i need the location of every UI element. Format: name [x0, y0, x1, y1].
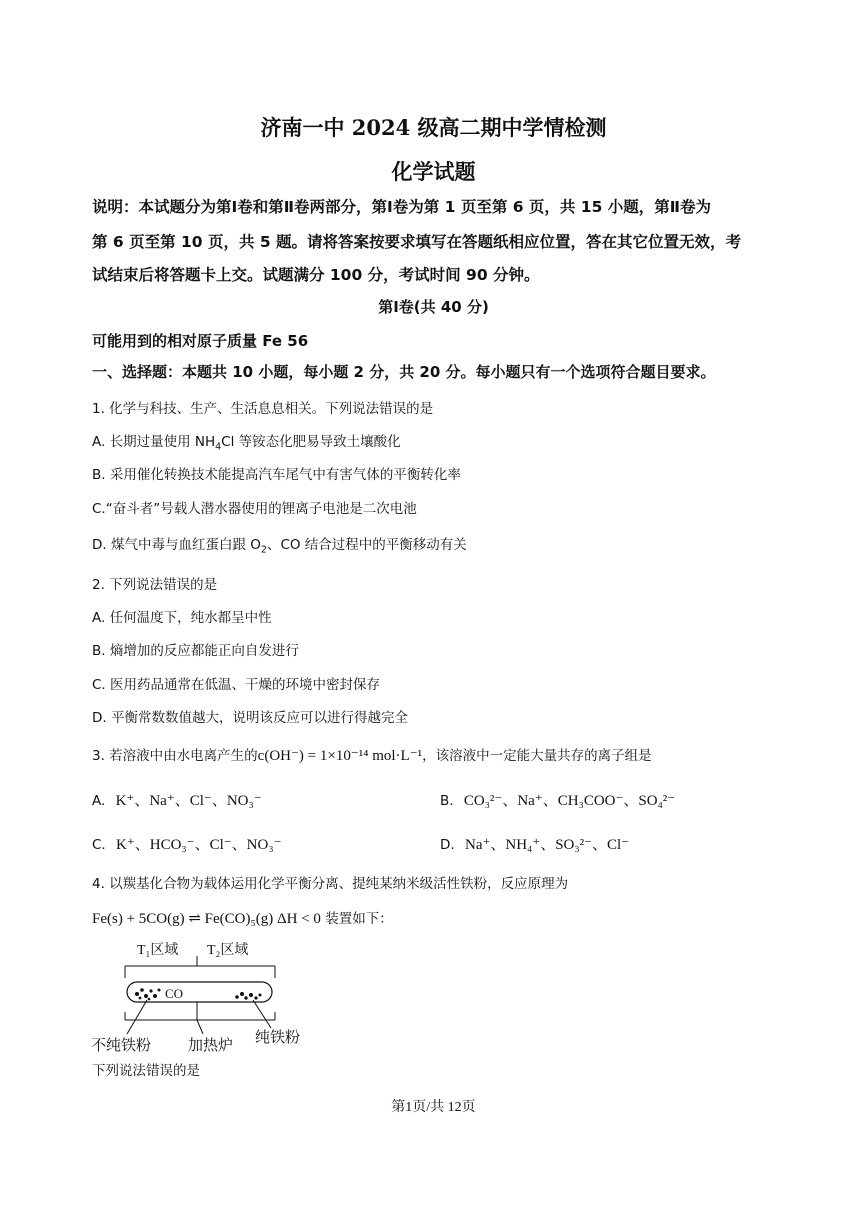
diagram-pointer-left	[127, 1000, 147, 1034]
q3-b-ions: CO₃²⁻、Na⁺、CH₃COO⁻、SO₄²⁻	[463, 793, 676, 809]
q1-stem: 1. 化学与科技、生产、生活息息相关。下列说法错误的是	[92, 401, 434, 417]
q3-d-ions: Na⁺、NH₄⁺、SO₃²⁻、Cl⁻	[464, 837, 630, 853]
q3-c-label: C.	[92, 837, 106, 853]
q4-reaction-line	[92, 907, 393, 928]
diagram-pointer-right	[253, 1000, 271, 1028]
part1-heading: 第Ⅰ卷(共 40 分)	[378, 298, 489, 316]
q1-option-a	[92, 430, 401, 453]
q2-stem: 2. 下列说法错误的是	[92, 577, 218, 593]
q1-d-pre: D. 煤气中毒与血红蛋白跟 O	[92, 537, 261, 553]
q3-b-label: B.	[440, 793, 454, 809]
q1-a-pre: A. 长期过量使用 NH	[92, 434, 216, 450]
diagram-impure-iron-label: 不纯铁粉	[91, 1036, 152, 1054]
diagram-region-1-label: T₁区域	[137, 943, 179, 958]
page-subtitle: 化学试题	[391, 159, 476, 184]
q4-followup: 下列说法错误的是	[92, 1063, 200, 1079]
q4-stem: 4. 以羰基化合物为载体运用化学平衡分离、提纯某纳米级活性铁粉，反应原理为	[92, 876, 569, 892]
instructions-line-3: 试结束后将答题卡上交。试题满分 100 分，考试时间 90 分钟。	[92, 266, 540, 284]
q1-option-c: C.“奋斗者”号载人潜水器使用的锂离子电池是二次电池	[92, 501, 417, 517]
q3-stem	[92, 744, 652, 765]
q1-a-sub: 4	[215, 441, 222, 453]
q4-apparatus-diagram	[85, 938, 315, 1058]
q3-a-label: A.	[92, 793, 106, 809]
atomic-mass-line: 可能用到的相对原子质量 Fe 56	[92, 332, 309, 350]
page-title: 济南一中 2024 级高二期中学情检测	[260, 115, 607, 140]
q3-c-ions: K⁺、HCO₃⁻、Cl⁻、NO₃⁻	[116, 837, 282, 853]
diagram-furnace-label: 加热炉	[188, 1036, 234, 1054]
section1-heading: 一、选择题：本题共 10 小题，每小题 2 分，共 20 分。每小题只有一个选项符合题目要求。	[92, 363, 716, 381]
q4-reaction: Fe(s) + 5CO(g) ⇌ Fe(CO)₅(g) ΔH < 0	[92, 911, 321, 927]
q3-option-d	[440, 833, 629, 854]
page-footer: 第1页/共 12页	[391, 1100, 476, 1115]
diagram-pure-iron-dots	[235, 992, 261, 1000]
q2-option-b: B. 熵增加的反应都能正向自发进行	[92, 643, 299, 659]
q3-option-a	[92, 789, 262, 810]
diagram-pure-iron-label: 纯铁粉	[255, 1028, 301, 1046]
diagram-impure-iron-dots	[135, 988, 161, 1000]
instructions-line-2: 第 6 页至第 10 页，共 5 题。请将答案按要求填写在答题纸相应位置，答在其它位置无效，考	[92, 233, 742, 251]
q1-a-post: Cl 等铵态化肥易导致土壤酸化	[221, 434, 401, 450]
q1-option-d	[92, 533, 467, 556]
q3-stem-post: ，该溶液中一定能大量共存的离子组是	[422, 748, 652, 764]
q3-a-ions: K⁺、Na⁺、Cl⁻、NO₃⁻	[115, 793, 262, 809]
q3-stem-pre: 3. 若溶液中由水电离产生的	[92, 748, 258, 764]
q3-d-label: D.	[440, 837, 455, 853]
q1-option-b: B. 采用催化转换技术能提高汽车尾气中有害气体的平衡转化率	[92, 467, 461, 483]
q2-option-c: C. 医用药品通常在低温、干燥的环境中密封保存	[92, 677, 381, 693]
q4-reaction-post: 装置如下：	[320, 911, 393, 927]
q3-option-c	[92, 833, 282, 854]
q2-option-a: A. 任何温度下，纯水都呈中性	[92, 610, 272, 626]
diagram-region-2-label: T₂区域	[207, 943, 249, 958]
instructions-line-1: 说明：本试题分为第Ⅰ卷和第Ⅱ卷两部分，第Ⅰ卷为第 1 页至第 6 页，共 15 小题，第Ⅱ卷为	[92, 198, 711, 216]
q1-d-post: 、CO 结合过程中的平衡移动有关	[266, 537, 467, 553]
q3-option-b	[440, 789, 675, 810]
diagram-gas-label: CO	[165, 986, 184, 1001]
diagram-pointer-mid	[197, 1020, 203, 1034]
q2-option-d: D. 平衡常数数值越大，说明该反应可以进行得越完全	[92, 710, 408, 726]
q1-d-sub: 2	[260, 544, 267, 556]
q3-stem-formula: c(OH⁻) = 1×10⁻¹⁴ mol·L⁻¹	[257, 748, 423, 764]
